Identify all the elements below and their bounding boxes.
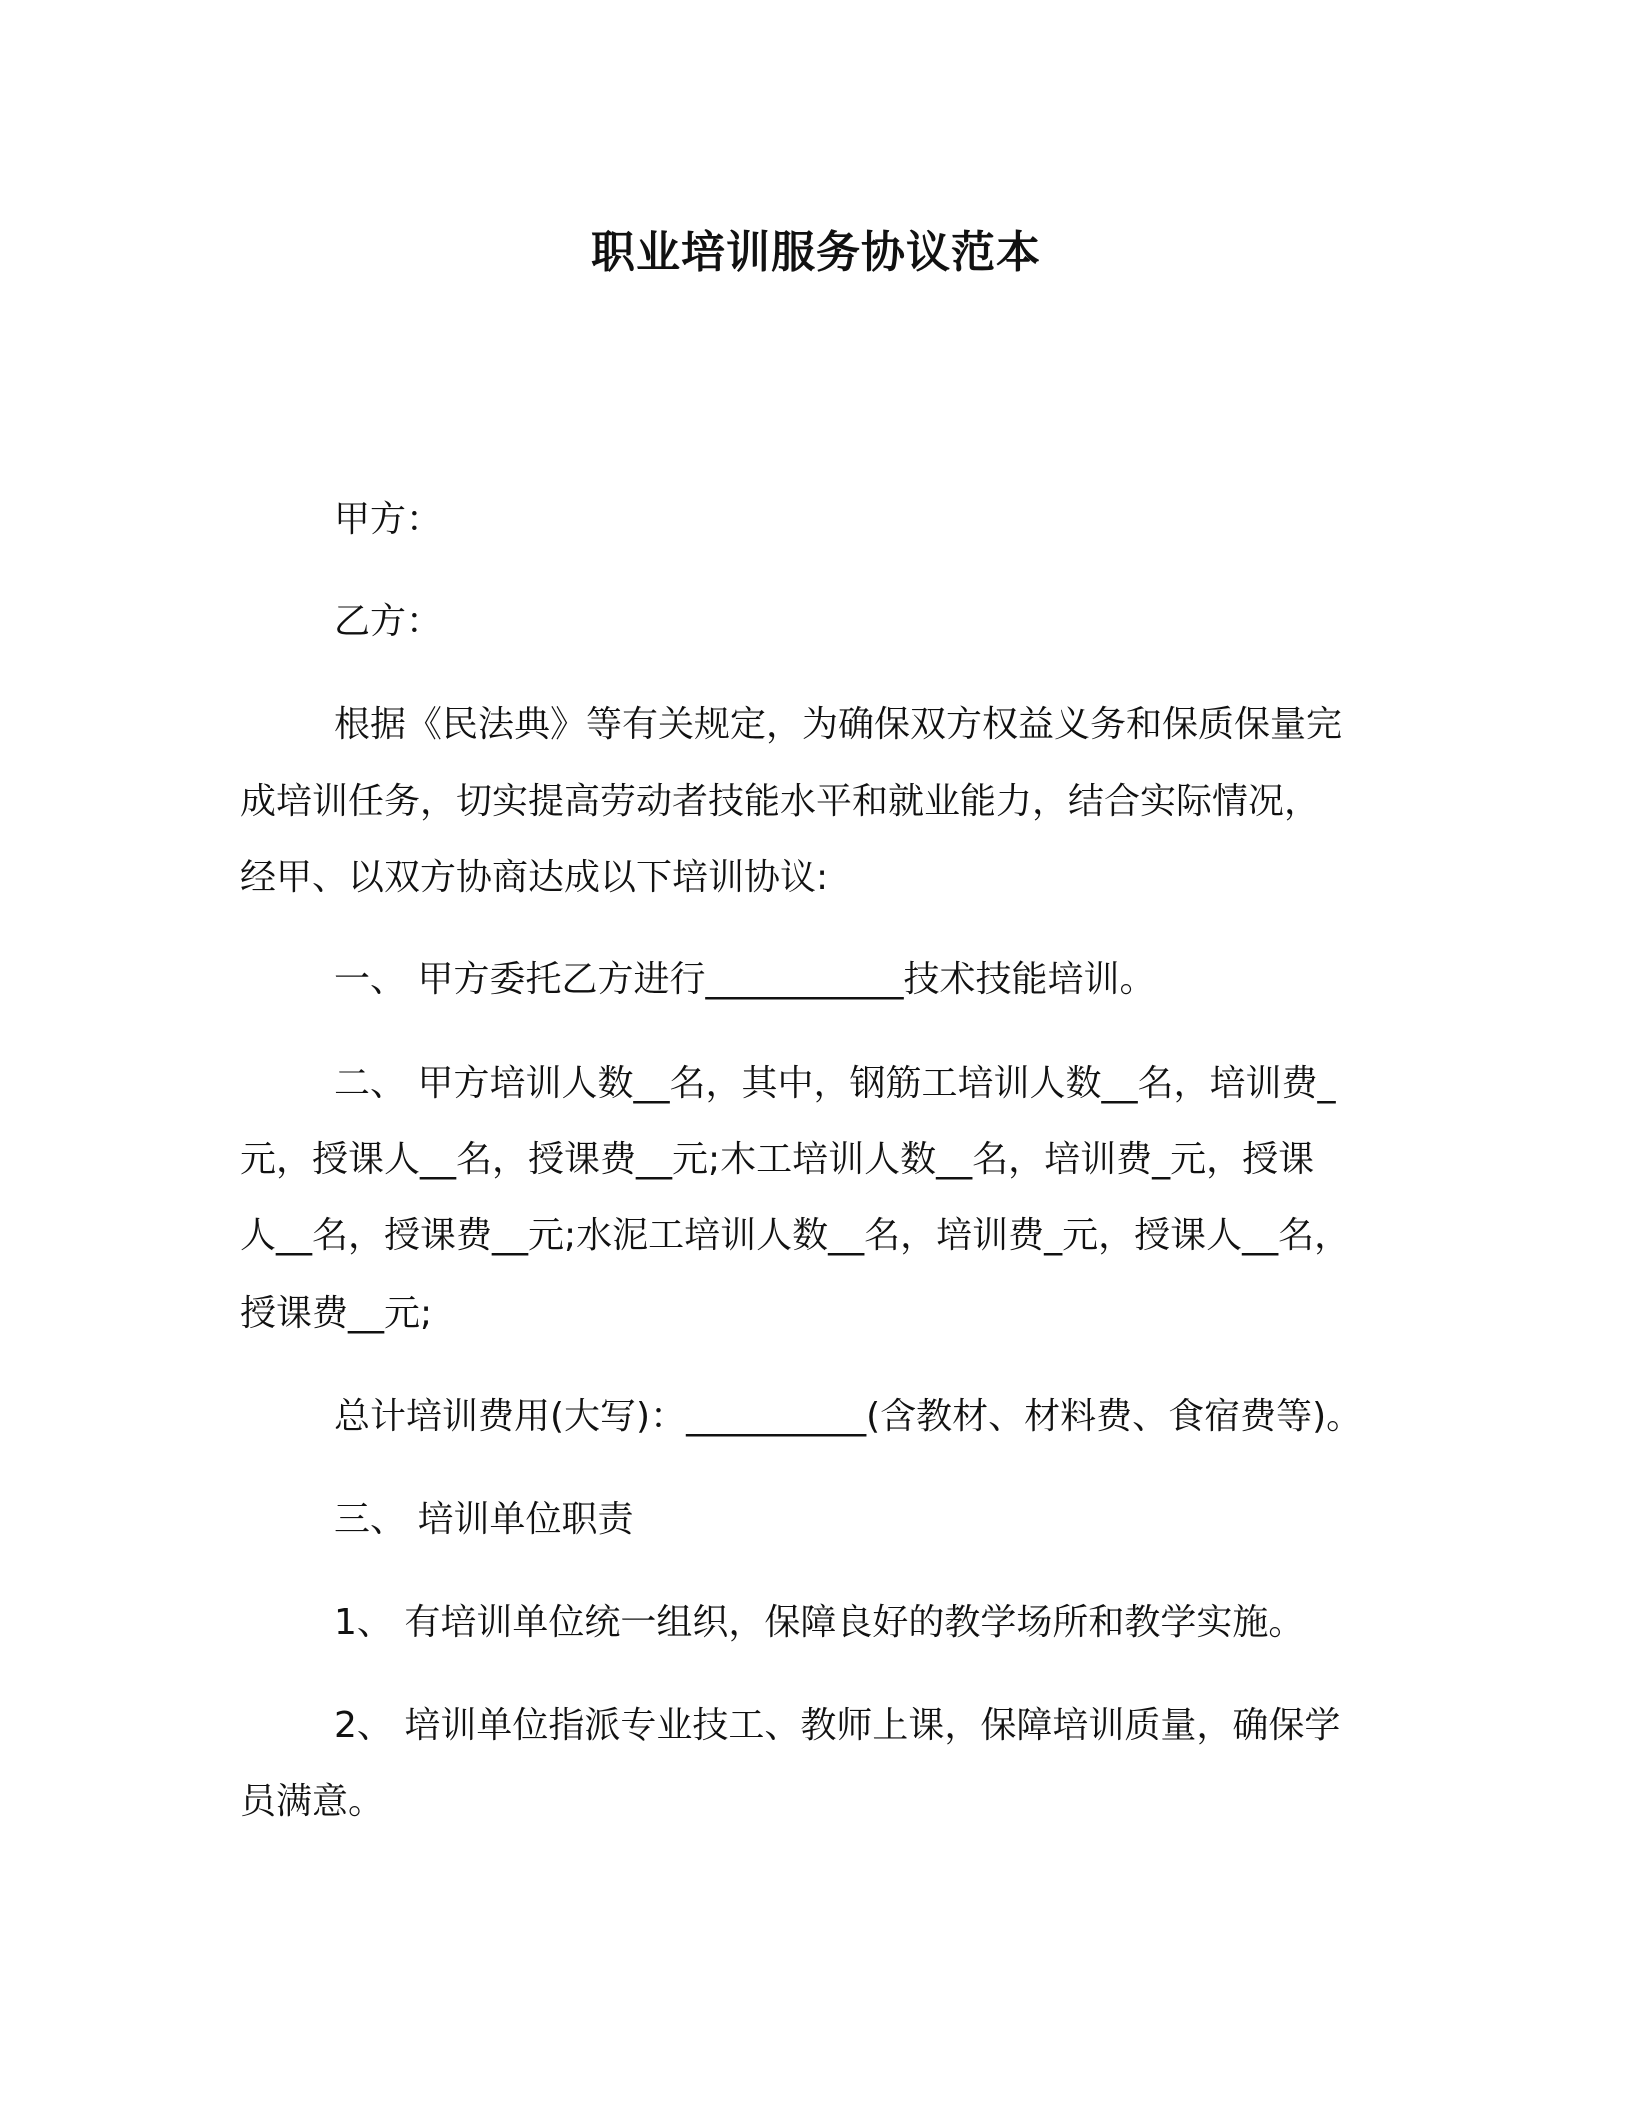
clause-2-line-2: 元，授课人__名，授课费__元;木工培训人数__名，培训费_元，授课 bbox=[240, 1139, 1315, 1180]
preamble-line-3: 经甲、以双方协商达成以下培训协议: bbox=[240, 857, 829, 898]
clause-2-line-3: 人__名，授课费__元;水泥工培训人数__名，培训费_元，授课人__名， bbox=[240, 1215, 1351, 1256]
section-3-heading: 三、 培训单位职责 bbox=[334, 1499, 634, 1540]
preamble-line-1: 根据《民法典》等有关规定，为确保双方权益义务和保质保量完 bbox=[334, 704, 1343, 745]
clause-2-line-1: 二、 甲方培训人数__名，其中，钢筋工培训人数__名，培训费_ bbox=[334, 1063, 1336, 1104]
party-b-label: 乙方： bbox=[334, 601, 443, 642]
party-a-label: 甲方： bbox=[334, 499, 443, 540]
preamble-line-2: 成培训任务，切实提高劳动者技能水平和就业能力，结合实际情况， bbox=[240, 781, 1321, 822]
item-2-line-2: 员满意。 bbox=[240, 1781, 385, 1822]
clause-1: 一、 甲方委托乙方进行___________技术技能培训。 bbox=[334, 959, 1156, 1000]
item-1: 1、 有培训单位统一组织，保障良好的教学场所和教学实施。 bbox=[334, 1602, 1305, 1643]
clause-2-line-4: 授课费__元; bbox=[240, 1293, 433, 1334]
document-title: 职业培训服务协议范本 bbox=[591, 227, 1041, 278]
total-fee: 总计培训费用(大写)：__________(含教材、材料费、食宿费等)。 bbox=[334, 1396, 1363, 1437]
item-2-line-1: 2、 培训单位指派专业技工、教师上课，保障培训质量，确保学 bbox=[334, 1705, 1341, 1746]
